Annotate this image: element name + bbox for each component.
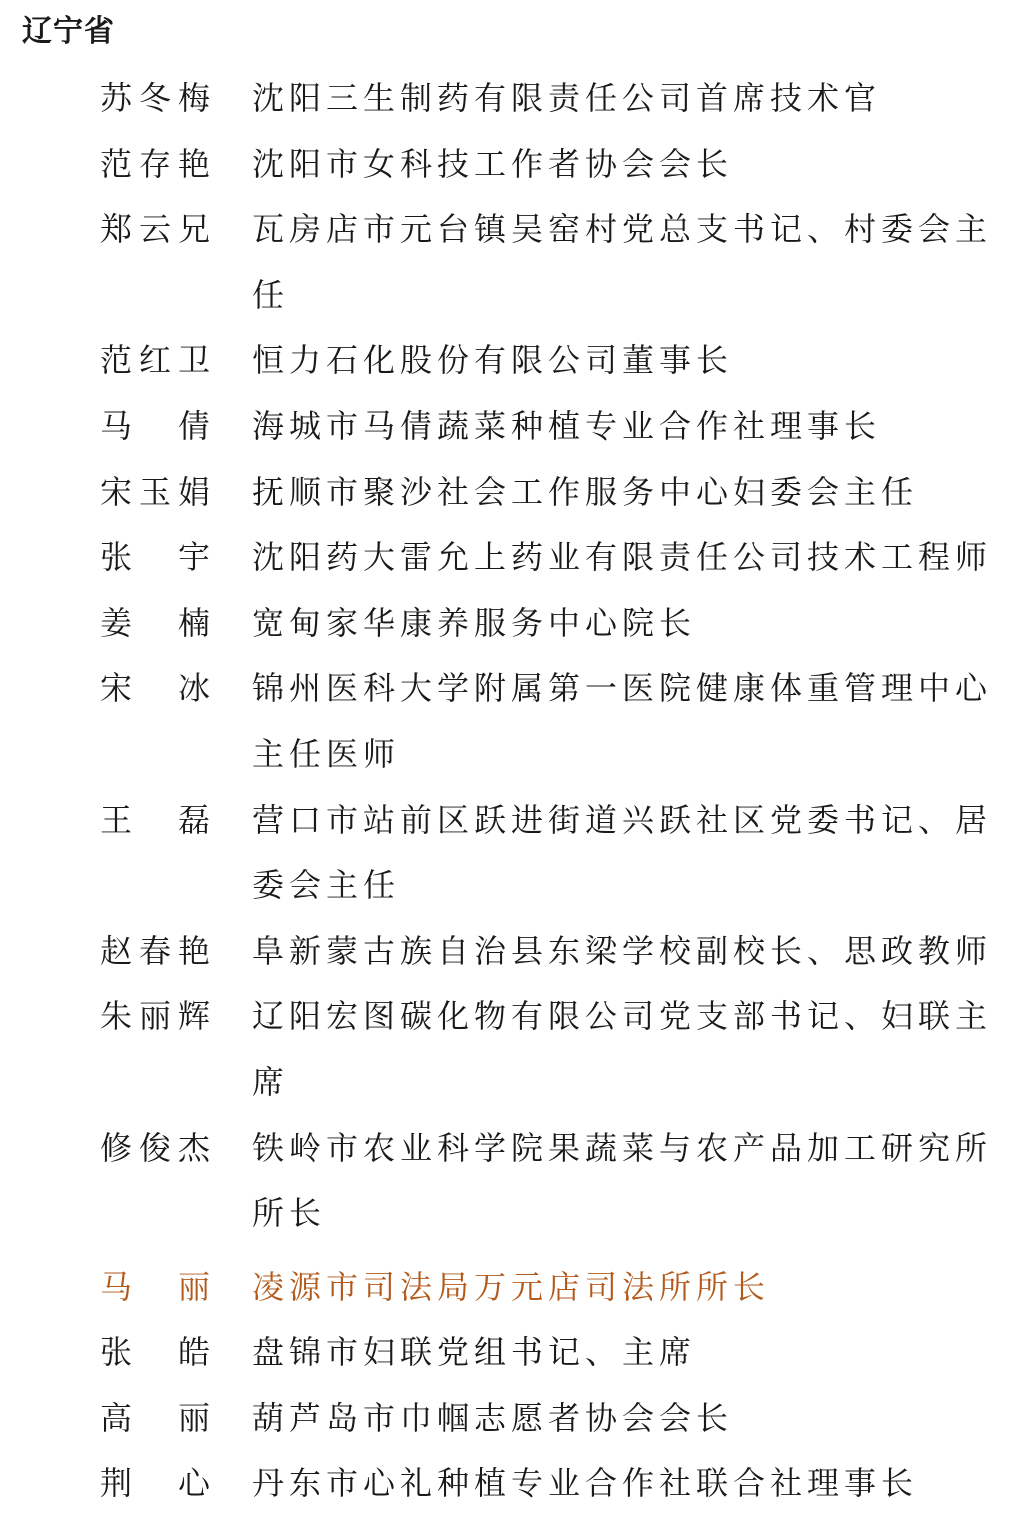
list-item [0,788,1024,919]
person-name: 高 丽 [100,1398,210,1437]
person-name: 赵 春 艳 [100,931,210,970]
list-item [0,1116,1024,1247]
person-name: 姜 楠 [100,603,210,642]
list-item [0,1255,1024,1321]
list-item [0,460,1024,526]
person-title: 宽甸家华康养服务中心院长 [252,603,697,642]
list-item [0,394,1024,460]
person-name: 张 宇 [100,538,210,577]
person-title: 沈阳市女科技工作者协会会长 [252,144,734,183]
person-name: 郑 云 兄 [100,210,210,249]
list-item [0,1451,1024,1517]
list-item [0,132,1024,198]
list-item [0,1386,1024,1452]
person-title: 瓦房店市元台镇吴窑村党总支书记、村委会主任 [252,210,993,314]
person-title: 铁岭市农业科学院果蔬菜与农产品加工研究所所长 [252,1128,993,1233]
person-name: 张 皓 [100,1333,210,1372]
person-title: 恒力石化股份有限公司董事长 [252,341,734,380]
person-name: 马 倩 [100,406,210,445]
person-name: 王 磊 [100,800,210,839]
honoree-list [0,66,1024,1517]
person-title: 沈阳三生制药有限责任公司首席技术官 [252,79,882,117]
list-item [0,328,1024,394]
person-title: 锦州医科大学附属第一医院健康体重管理中心主任医师 [252,669,993,773]
list-item [0,525,1024,591]
person-title: 盘锦市妇联党组书记、主席 [252,1333,697,1372]
person-title: 海城市马倩蔬菜种植专业合作社理事长 [252,406,882,445]
person-title: 抚顺市聚沙社会工作服务中心妇委会主任 [252,472,919,511]
list-item [0,1320,1024,1386]
person-name: 范 红 卫 [100,341,210,380]
list-item [0,66,1024,132]
person-title: 凌源市司法局万元店司法所所长 [252,1267,771,1306]
person-title: 辽阳宏图碳化物有限公司党支部书记、妇联主席 [252,997,993,1101]
person-name: 荆 心 [100,1464,210,1503]
person-name: 苏 冬 梅 [100,79,210,117]
list-item [0,197,1024,328]
person-title: 营口市站前区跃进街道兴跃社区党委书记、居委会主任 [252,800,993,905]
list-item [0,984,1024,1115]
person-name: 马 丽 [100,1267,210,1306]
person-title: 丹东市心礼种植专业合作社联合社理事长 [252,1464,919,1503]
list-item [0,591,1024,657]
person-name: 朱 丽 辉 [100,997,210,1036]
person-title: 沈阳药大雷允上药业有限责任公司技术工程师 [252,538,993,577]
person-title: 阜新蒙古族自治县东梁学校副校长、思政教师 [252,931,993,970]
list-item [0,919,1024,985]
person-name: 宋 冰 [100,669,210,708]
province-heading: 辽宁省 [22,14,115,49]
person-name: 宋 玉 娟 [100,472,210,511]
person-title: 葫芦岛市巾帼志愿者协会会长 [252,1398,734,1437]
person-name: 修 俊 杰 [100,1128,210,1167]
list-item [0,656,1024,787]
person-name: 范 存 艳 [100,144,210,183]
